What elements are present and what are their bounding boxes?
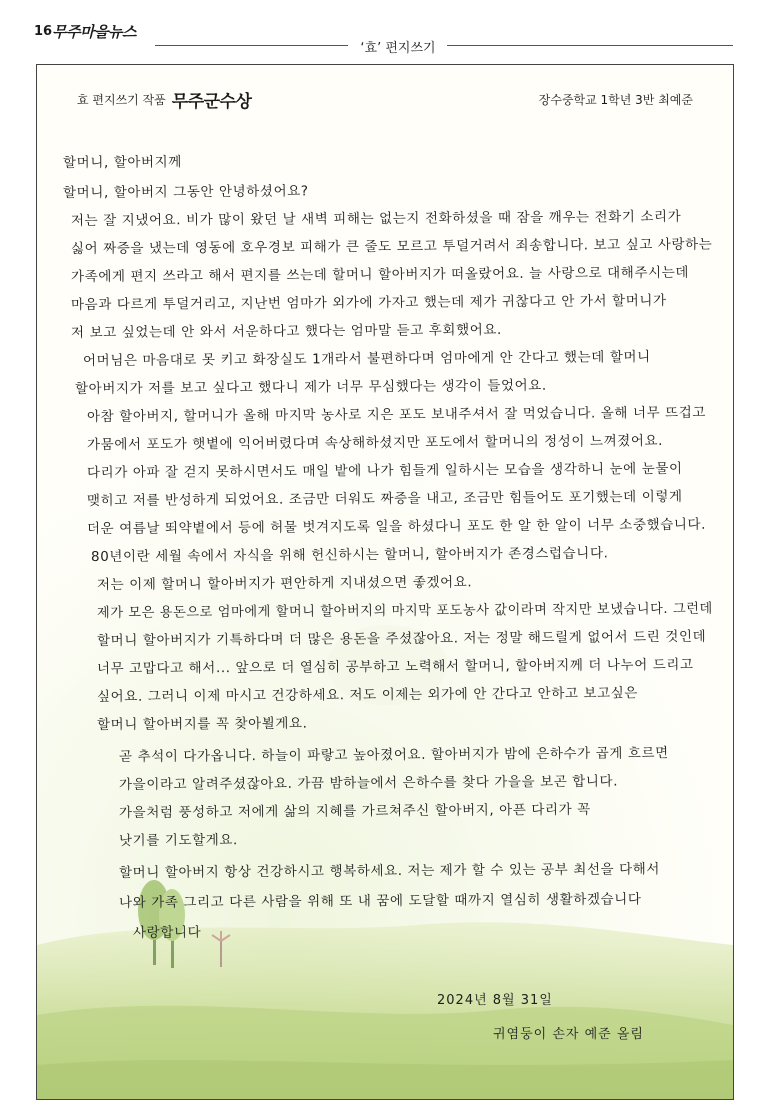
letter-line: 사랑합니다 — [132, 924, 202, 941]
header-rule-right — [447, 45, 733, 46]
letter-body — [37, 65, 733, 1099]
letter-line: 너무 고맙다고 해서... 앞으로 더 열심히 공부하고 노력해서 할머니, 할아버지께 더 나누어 드리고 — [96, 656, 694, 677]
letter-line: 제가 모은 용돈으로 엄마에게 할머니 할아버지의 마지막 포도농사 값이라며 작지만 보냈습니다. 그런데 — [96, 600, 713, 621]
letter-line: 할머니 할아버지가 기특하다며 더 많은 용돈을 주셨잖아요. 저는 정말 해드릴게 없어서 드린 것인데 — [96, 628, 707, 649]
letter-line: 싫어 짜증을 냈는데 영동에 호우경보 피해가 큰 줄도 모르고 투덜거려서 죄송합니다. 보고 싶고 사랑하는 — [70, 236, 713, 257]
section-title: ‘효’ 편지쓰기 — [360, 41, 436, 56]
newsletter-logo: 무주마을뉴스 — [52, 23, 136, 41]
letter-date: 2024년 8월 31일 — [437, 993, 553, 1008]
letter-line: 가을이라고 알려주셨잖아요. 가끔 밤하늘에서 은하수를 찾다 가을을 보곤 합니다. — [118, 773, 619, 793]
letter-salutation: 할머니, 할아버지께 — [62, 154, 182, 171]
author-info: 장수중학교 1학년 3반 최예준 — [538, 93, 693, 107]
letter-line: 할머니, 할아버지 그동안 안녕하셨어요? — [62, 183, 309, 201]
letter-line: 저는 이제 할머니 할아버지가 편안하게 지내셨으면 좋겠어요. — [96, 574, 473, 593]
letter-line: 낫기를 기도할게요. — [118, 832, 238, 849]
letter-line: 할머니 할아버지 항상 건강하시고 행복하세요. 저는 제가 할 수 있는 공부 최선을 다해서 — [118, 861, 661, 881]
letter-line: 나와 가족 그리고 다른 사람을 위해 또 내 꿈에 도달할 때까지 열심히 생활하겠습니다 — [118, 891, 642, 911]
page-number: 16 — [34, 24, 53, 39]
letter-line: 싶어요. 그러니 이제 마시고 건강하세요. 저도 이제는 외가에 안 간다고 안하고 보고싶은 — [96, 685, 639, 705]
letter-line: 가족에게 편지 쓰라고 해서 편지를 쓰는데 할머니 할아버지가 떠올랐어요. 늘 사랑으로 대해주시는데 — [70, 264, 690, 285]
letter-line: 할아버지가 저를 보고 싶다고 했다니 제가 너무 무심했다는 생각이 들었어요. — [74, 377, 547, 397]
letter-line: 가을처럼 풍성하고 저에게 삶의 지혜를 가르쳐주신 할아버지, 아픈 다리가 꼭 — [118, 801, 591, 821]
page-header — [0, 0, 768, 60]
letter-line: 더운 여름날 뙤약볕에서 등에 허물 벗겨지도록 일을 하셨다니 포도 한 알 한 알이 너무 소중했습니다. — [86, 516, 707, 537]
letter-signature: 귀염둥이 손자 예준 올림 — [493, 1027, 644, 1042]
letter-line: 맺히고 저를 반성하게 되었어요. 조금만 더워도 짜증을 내고, 조금만 힘들어도 포기했는데 이렇게 — [86, 488, 683, 509]
letter-line: 저는 잘 지냈어요. 비가 많이 왔던 날 새벽 피해는 없는지 전화하셨을 때 잠을 깨우는 전화기 소리가 — [70, 208, 682, 229]
letter-line: 저 보고 싶었는데 안 와서 서운하다고 했다는 엄마말 듣고 후회했어요. — [70, 321, 502, 341]
letter-line: 80년이란 세월 속에서 자식을 위해 헌신하시는 할머니, 할아버지가 존경스럽습니다. — [90, 545, 609, 565]
award-name: 무주군수상 — [171, 92, 252, 112]
letter-line: 할머니 할아버지를 꼭 찾아뵐게요. — [96, 715, 308, 733]
letter-line: 다리가 아파 잘 걷지 못하시면서도 매일 밭에 나가 힘들게 일하시는 모습을 생각하니 눈에 눈물이 — [86, 460, 683, 481]
header-rule-left — [155, 45, 348, 46]
letter-line: 가뭄에서 포도가 햇볕에 익어버렸다며 속상해하셨지만 포도에서 할머니의 정성이 느껴졌어요. — [86, 432, 664, 453]
letter-line: 아참 할아버지, 할머니가 올해 마지막 농사로 지은 포도 보내주셔서 잘 먹었습니다. 올해 너무 뜨겁고 — [86, 404, 707, 425]
letter-line: 마음과 다르게 투덜거리고, 지난번 엄마가 외가에 가자고 했는데 제가 귀찮다고 안 가서 할머니가 — [70, 292, 667, 313]
award-label: 효 편지쓰기 작품 — [77, 93, 166, 107]
letter-line: 곧 추석이 다가옵니다. 하늘이 파랗고 높아졌어요. 할아버지가 밤에 은하수가 곱게 흐르면 — [118, 745, 669, 765]
letter-line: 어머님은 마음대로 못 키고 화장실도 1개라서 불편하다며 엄마에게 안 간다고 했는데 할머니 — [82, 349, 651, 369]
letter-frame — [36, 64, 734, 1100]
